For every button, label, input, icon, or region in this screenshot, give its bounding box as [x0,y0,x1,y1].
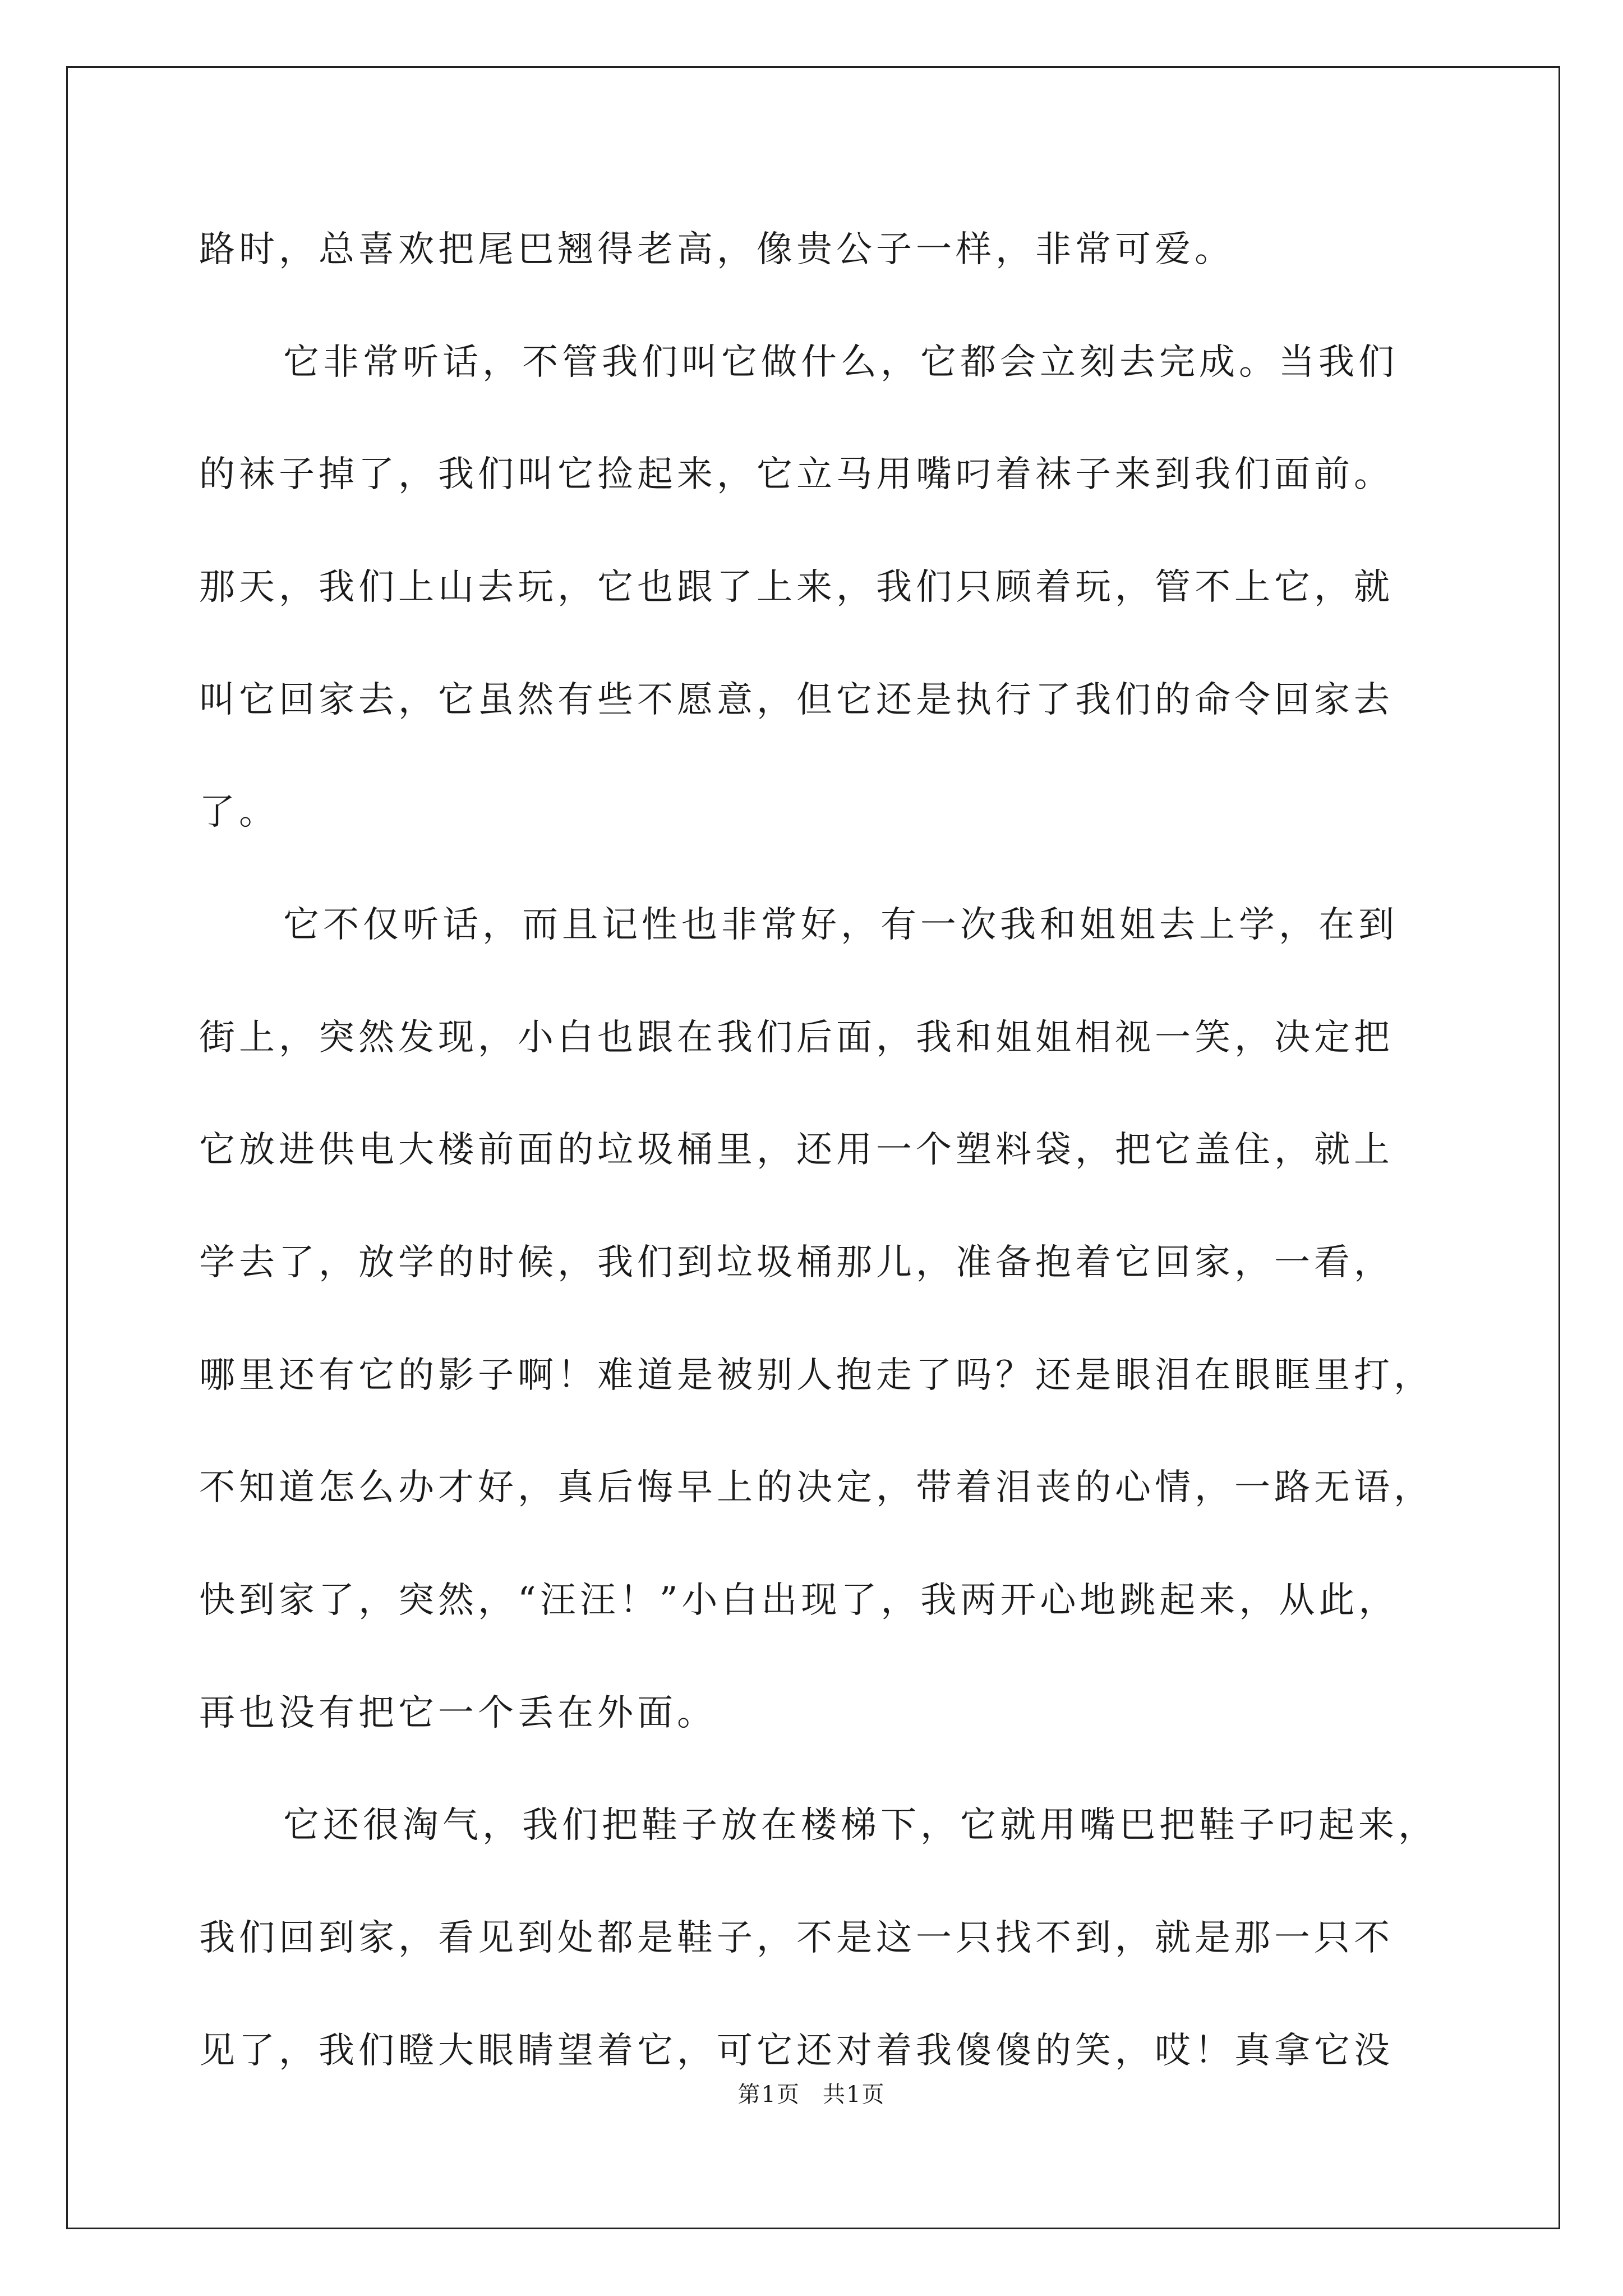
text-line: 再也没有把它一个丢在外面。 [199,1692,717,1734]
text-line: 叫它回家去，它虽然有些不愿意，但它还是执行了我们的命令回家去 [199,679,1394,721]
text-line: 街上，突然发现，小白也跟在我们后面，我和姐姐相视一笑，决定把 [199,1017,1394,1059]
page-number-current: 第1页 [737,2082,800,2108]
text-line: 的袜子掉了，我们叫它捡起来，它立马用嘴叼着袜子来到我们面前。 [199,454,1394,495]
text-line: 它不仅听话，而且记性也非常好，有一次我和姐姐去上学，在到 [283,904,1398,946]
text-line: 了。 [199,792,279,833]
text-line: 它放进供电大楼前面的垃圾桶里，还用一个塑料袋，把它盖住，就上 [199,1129,1394,1171]
page-footer [0,2078,1623,2111]
text-line: 学去了，放学的时候，我们到垃圾桶那儿，准备抱着它回家，一看， [199,1242,1394,1283]
text-line: 见了，我们瞪大眼睛望着它，可它还对着我傻傻的笑，哎！真拿它没 [199,2030,1394,2072]
text-line: 路时，总喜欢把尾巴翘得老高，像贵公子一样，非常可爱。 [199,229,1234,270]
text-line: 那天，我们上山去玩，它也跟了上来，我们只顾着玩，管不上它，就 [199,567,1394,608]
page-number-total: 共1页 [823,2082,886,2108]
text-line: 它还很淘气，我们把鞋子放在楼梯下，它就用嘴巴把鞋子叼起来， [283,1805,1438,1846]
text-line: 哪里还有它的影子啊！难道是被别人抱走了吗？还是眼泪在眼眶里打， [199,1355,1433,1396]
text-line: 不知道怎么办才好，真后悔早上的决定，带着泪丧的心情，一路无语， [199,1467,1433,1508]
text-line: 快到家了，突然，“汪汪！”小白出现了，我两开心地跳起来，从此， [199,1580,1399,1621]
text-line: 我们回到家，看见到处都是鞋子，不是这一只找不到，就是那一只不 [199,1917,1394,1959]
text-line: 它非常听话，不管我们叫它做什么，它都会立刻去完成。当我们 [283,342,1398,383]
